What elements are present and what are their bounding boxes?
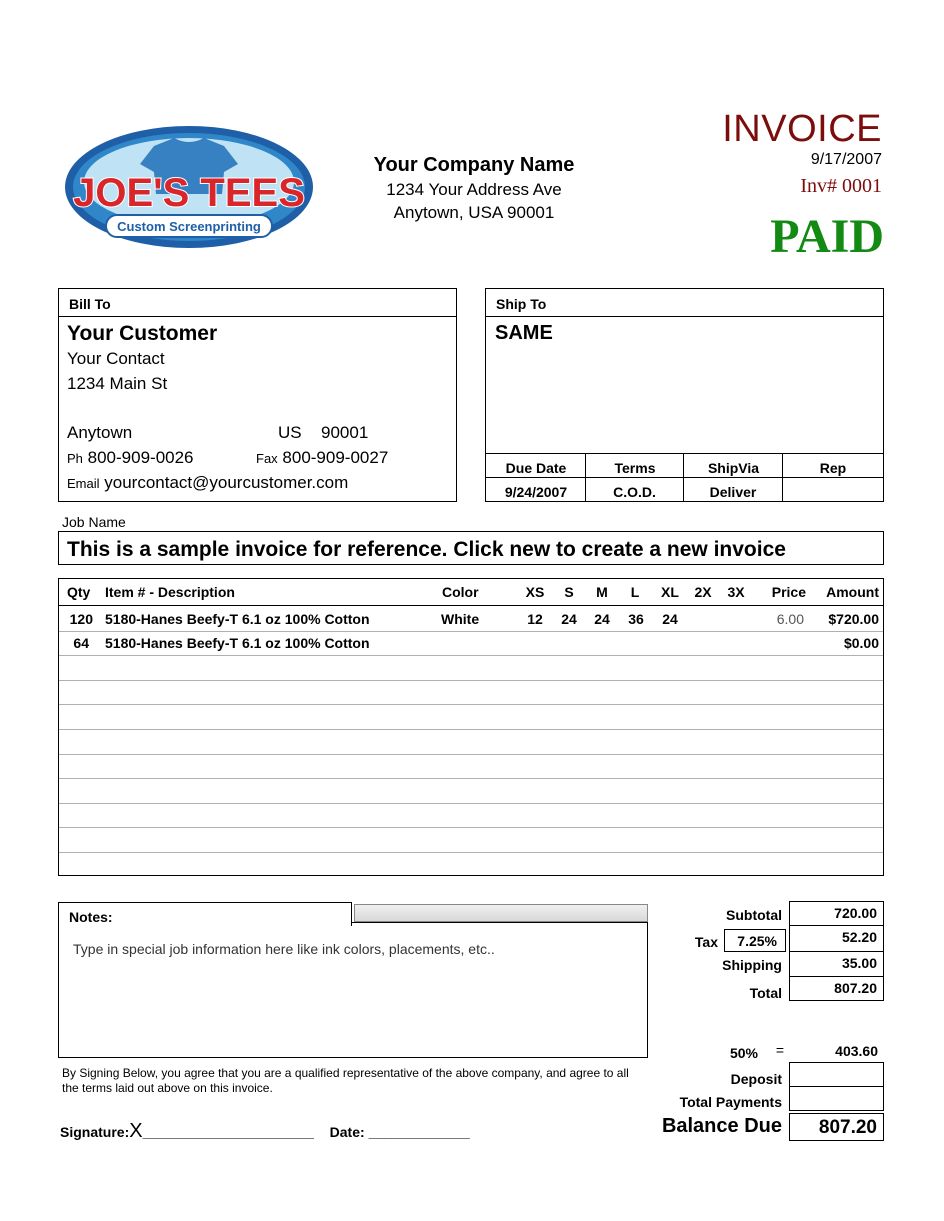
bill-to-contact[interactable]: Your Contact bbox=[67, 349, 165, 368]
paid-stamp: PAID bbox=[770, 210, 884, 263]
notes-label: Notes: bbox=[58, 902, 352, 926]
col-color: Color bbox=[442, 584, 479, 600]
tax-label: Tax bbox=[694, 934, 718, 950]
ship-to-value[interactable]: SAME bbox=[495, 322, 553, 344]
signature-line[interactable]: ______________________ bbox=[142, 1124, 314, 1140]
table-row-empty[interactable] bbox=[59, 755, 883, 780]
shipvia-header: ShipVia bbox=[683, 460, 783, 476]
invoice-title: INVOICE bbox=[722, 108, 882, 150]
bill-to-email-row bbox=[67, 473, 348, 493]
bill-to-heading: Bill To bbox=[59, 289, 456, 317]
col-xs: XS bbox=[525, 584, 545, 600]
total-label: Total bbox=[749, 985, 782, 1001]
table-row-empty[interactable] bbox=[59, 804, 883, 829]
bill-to-phone-row bbox=[67, 448, 194, 468]
col-l: L bbox=[630, 584, 640, 600]
company-info bbox=[340, 152, 608, 224]
cell-amount: $0.00 bbox=[843, 635, 879, 652]
col-description: Item # - Description bbox=[105, 584, 235, 600]
table-header bbox=[59, 579, 883, 606]
total-payments-label: Total Payments bbox=[679, 1094, 782, 1110]
job-name-label: Job Name bbox=[62, 514, 126, 530]
signature-row bbox=[60, 1120, 470, 1143]
ship-to-heading: Ship To bbox=[486, 289, 883, 317]
cell-xl[interactable]: 24 bbox=[662, 610, 678, 627]
deposit-label: Deposit bbox=[730, 1071, 782, 1087]
cell-color[interactable]: White bbox=[441, 610, 480, 627]
due-date-header: Due Date bbox=[505, 460, 567, 476]
invoice-number[interactable]: Inv# 0001 bbox=[800, 175, 882, 197]
signature-x: X bbox=[129, 1120, 143, 1142]
col-2x: 2X bbox=[694, 584, 712, 600]
invoice-date[interactable]: 9/17/2007 bbox=[810, 151, 882, 168]
table-row-empty[interactable] bbox=[59, 656, 883, 681]
signature-label: Signature: bbox=[60, 1124, 130, 1140]
col-3x: 3X bbox=[727, 584, 745, 600]
tax-value: 52.20 bbox=[789, 925, 884, 952]
terms-value[interactable]: C.O.D. bbox=[613, 484, 656, 500]
table-row[interactable] bbox=[59, 607, 883, 632]
cell-2x[interactable] bbox=[687, 607, 719, 631]
phone-label: Ph bbox=[67, 451, 83, 466]
cell-description[interactable]: 5180-Hanes Beefy-T 6.1 oz 100% Cotton bbox=[105, 610, 370, 627]
tax-rate[interactable]: 7.25% bbox=[724, 929, 786, 952]
cell-3x[interactable] bbox=[720, 607, 752, 631]
table-row-empty[interactable] bbox=[59, 705, 883, 730]
col-amount: Amount bbox=[826, 584, 879, 600]
col-price: Price bbox=[771, 584, 806, 600]
cell-s[interactable]: 24 bbox=[561, 610, 577, 627]
bill-to-street[interactable]: 1234 Main St bbox=[67, 374, 168, 393]
col-qty: Qty bbox=[67, 584, 91, 600]
bill-to-box bbox=[58, 288, 457, 502]
job-name-field[interactable]: This is a sample invoice for reference. Click new to create a new invoice bbox=[58, 531, 884, 565]
logo-wordmark: JOE'S TEES bbox=[73, 171, 305, 215]
notes-toolbar bbox=[354, 904, 648, 922]
col-m: M bbox=[596, 584, 608, 600]
company-logo bbox=[62, 124, 316, 250]
cell-qty[interactable]: 120 bbox=[69, 610, 93, 627]
subtotal-label: Subtotal bbox=[726, 907, 782, 923]
cell-xs[interactable]: 12 bbox=[527, 610, 543, 627]
balance-due-label: Balance Due bbox=[661, 1115, 782, 1137]
shipvia-value[interactable]: Deliver bbox=[709, 484, 757, 500]
total-value: 807.20 bbox=[789, 976, 884, 1001]
table-row[interactable] bbox=[59, 632, 883, 657]
bill-to-phone[interactable]: 800-909-0026 bbox=[87, 448, 194, 467]
col-xl: XL bbox=[661, 584, 679, 600]
bill-to-customer[interactable]: Your Customer bbox=[67, 322, 218, 345]
deposit-calculated: 403.60 bbox=[789, 1043, 884, 1063]
line-items-table bbox=[58, 578, 884, 876]
agreement-text: By Signing Below, you agree that you are a qualified representative of the above company, and agree to all the terms laid out above on this invoice. bbox=[62, 1066, 629, 1095]
deposit-percent[interactable]: 50% bbox=[729, 1045, 758, 1061]
equals-sign: = bbox=[775, 1042, 784, 1058]
logo-tagline: Custom Screenprinting bbox=[117, 219, 261, 234]
bill-to-email[interactable]: yourcontact@yourcustomer.com bbox=[104, 473, 349, 492]
bill-to-city[interactable]: Anytown bbox=[67, 423, 133, 442]
order-meta-grid bbox=[486, 453, 883, 501]
notes-section bbox=[58, 902, 648, 1058]
bill-to-fax-row bbox=[256, 448, 388, 468]
company-address-line1: 1234 Your Address Ave bbox=[386, 180, 562, 199]
cell-l[interactable]: 36 bbox=[628, 610, 644, 627]
due-date-value[interactable]: 9/24/2007 bbox=[504, 484, 568, 500]
bill-to-zip[interactable]: 90001 bbox=[321, 423, 369, 442]
ship-to-box bbox=[485, 288, 884, 502]
subtotal-value: 720.00 bbox=[789, 901, 884, 926]
company-name: Your Company Name bbox=[373, 154, 575, 176]
cell-price[interactable] bbox=[754, 632, 804, 656]
company-address-line2: Anytown, USA 90001 bbox=[393, 203, 555, 222]
email-label: Email bbox=[67, 476, 100, 491]
table-row-empty[interactable] bbox=[59, 779, 883, 804]
table-row-empty[interactable] bbox=[59, 828, 883, 853]
total-payments-value[interactable] bbox=[789, 1086, 884, 1111]
table-row-empty[interactable] bbox=[59, 730, 883, 755]
cell-description[interactable]: 5180-Hanes Beefy-T 6.1 oz 100% Cotton bbox=[105, 635, 370, 652]
cell-price[interactable]: 6.00 bbox=[776, 610, 804, 627]
table-row-empty[interactable] bbox=[59, 681, 883, 706]
bill-to-country[interactable]: US bbox=[278, 423, 302, 442]
terms-header: Terms bbox=[585, 460, 684, 476]
date-line[interactable]: _____________ bbox=[368, 1124, 470, 1140]
rep-header: Rep bbox=[782, 460, 883, 476]
table-row-empty[interactable] bbox=[59, 853, 883, 875]
bill-to-fax[interactable]: 800-909-0027 bbox=[282, 448, 389, 467]
shipping-label: Shipping bbox=[722, 957, 782, 973]
shipping-value[interactable]: 35.00 bbox=[789, 951, 884, 977]
deposit-value[interactable] bbox=[789, 1062, 884, 1087]
notes-field[interactable]: Type in special job information here like ink colors, placements, etc.. bbox=[58, 922, 648, 1058]
fax-label: Fax bbox=[256, 451, 278, 466]
cell-m[interactable]: 24 bbox=[594, 610, 610, 627]
cell-qty[interactable]: 64 bbox=[73, 635, 89, 652]
cell-amount: $720.00 bbox=[828, 610, 879, 627]
balance-due-value: 807.20 bbox=[789, 1113, 884, 1141]
col-s: S bbox=[564, 584, 574, 600]
date-label: Date: bbox=[329, 1124, 365, 1140]
